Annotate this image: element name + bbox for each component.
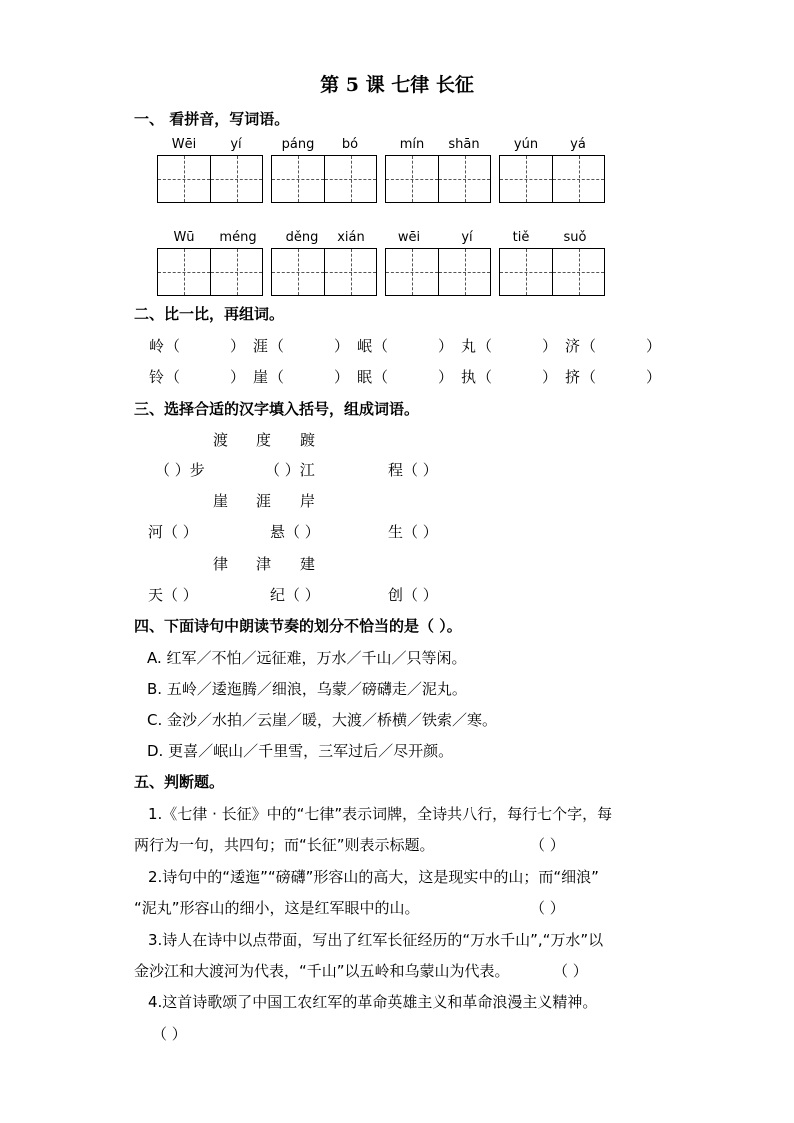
- pinyin: suǒ: [563, 230, 587, 245]
- blank-close: ）: [230, 337, 246, 355]
- option-a[interactable]: A. 红军／不怕／远征难，万水／千山／只等闲。: [147, 649, 467, 667]
- blank-close: ）: [334, 368, 350, 386]
- blank-open: （: [373, 337, 389, 355]
- fill-blank[interactable]: 程（ ）: [388, 461, 438, 479]
- blank-open: （: [269, 337, 285, 355]
- option-d[interactable]: D. 更喜／岷山／千里雪，三军过后／尽开颜。: [147, 742, 454, 760]
- fill-blank[interactable]: 创（ ）: [388, 586, 438, 604]
- writing-grid[interactable]: [157, 248, 263, 296]
- choice-char: 建: [300, 555, 316, 573]
- compare-char: 执: [461, 368, 477, 386]
- section-5-heading: 五、判断题。: [134, 773, 225, 791]
- compare-char: 崖: [253, 368, 269, 386]
- question-3: 3.诗人在诗中以点带面，写出了红军长征经历的“万水千山”,“万水”以: [148, 931, 604, 949]
- pinyin: shān: [448, 137, 480, 152]
- section-2-heading: 二、比一比，再组词。: [134, 305, 285, 323]
- fill-blank[interactable]: 生（ ）: [388, 523, 438, 541]
- writing-grid[interactable]: [157, 155, 263, 203]
- writing-grid[interactable]: [385, 155, 491, 203]
- question-3-cont: 金沙江和大渡河为代表，“千山”以五岭和乌蒙山为代表。: [134, 962, 510, 980]
- pinyin: xián: [337, 230, 365, 245]
- pinyin: děng: [285, 230, 319, 245]
- writing-grid[interactable]: [271, 248, 377, 296]
- answer-blank[interactable]: （ ）: [530, 899, 565, 917]
- writing-grid[interactable]: [385, 248, 491, 296]
- fill-blank[interactable]: （ ）步: [155, 461, 205, 479]
- section-3-heading: 三、选择合适的汉字填入括号，组成词语。: [134, 400, 420, 418]
- choice-char: 津: [256, 555, 272, 573]
- compare-char: 铃: [149, 368, 165, 386]
- writing-grid[interactable]: [499, 248, 605, 296]
- page-title: 第 5 课 七律 长征: [320, 74, 474, 96]
- compare-char: 岭: [149, 337, 165, 355]
- blank-open: （: [373, 368, 389, 386]
- blank-open: （: [581, 337, 597, 355]
- pinyin: wēi: [397, 230, 421, 245]
- compare-char: 丸: [461, 337, 477, 355]
- choice-char: 崖: [213, 492, 229, 510]
- pinyin: yún: [513, 137, 539, 152]
- fill-blank[interactable]: 悬（ ）: [270, 523, 320, 541]
- blank-close: ）: [542, 337, 558, 355]
- blank-open: （: [269, 368, 285, 386]
- option-b[interactable]: B. 五岭／逶迤腾／细浪，乌蒙／磅礴走／泥丸。: [147, 680, 467, 698]
- choice-char: 律: [213, 555, 229, 573]
- answer-blank[interactable]: （ ）: [553, 962, 588, 980]
- blank-open: （: [165, 337, 181, 355]
- question-1: 1.《七律 · 长征》中的“七律”表示词牌，全诗共八行，每行七个字，每: [148, 805, 613, 823]
- compare-char: 眠: [357, 368, 373, 386]
- pinyin: mín: [399, 137, 425, 152]
- blank-open: （: [581, 368, 597, 386]
- fill-blank[interactable]: 河（ ）: [148, 523, 198, 541]
- blank-close: ）: [334, 337, 350, 355]
- writing-grid[interactable]: [499, 155, 605, 203]
- option-c[interactable]: C. 金沙／水拍／云崖／暖，大渡／桥横／铁索／寒。: [147, 711, 498, 729]
- question-1-cont: 两行为一句，共四句；而“长征”则表示标题。: [134, 836, 435, 854]
- pinyin: yí: [230, 137, 242, 152]
- writing-grid[interactable]: [271, 155, 377, 203]
- blank-close: ）: [646, 368, 662, 386]
- blank-open: （: [477, 337, 493, 355]
- pinyin: Wū: [173, 230, 195, 245]
- blank-close: ）: [646, 337, 662, 355]
- compare-char: 挤: [565, 368, 581, 386]
- blank-open: （: [165, 368, 181, 386]
- pinyin: méng: [219, 230, 257, 245]
- fill-blank[interactable]: 天（ ）: [148, 586, 198, 604]
- pinyin: tiě: [512, 230, 530, 245]
- choice-char: 渡: [213, 431, 229, 449]
- blank-close: ）: [230, 368, 246, 386]
- pinyin: bó: [341, 137, 359, 152]
- question-2-cont: “泥丸”形容山的细小，这是红军眼中的山。: [134, 899, 420, 917]
- choice-char: 踱: [300, 431, 316, 449]
- answer-blank[interactable]: （ ）: [530, 836, 565, 854]
- question-2: 2.诗句中的“逶迤”“磅礴”形容山的高大，这是现实中的山；而“细浪”: [148, 868, 599, 886]
- blank-open: （: [477, 368, 493, 386]
- section-4-heading: 四、下面诗句中朗读节奏的划分不恰当的是（ ）。: [134, 617, 462, 635]
- compare-char: 岷: [357, 337, 373, 355]
- pinyin: Wēi: [171, 137, 197, 152]
- compare-char: 涯: [253, 337, 269, 355]
- pinyin: yá: [570, 137, 586, 152]
- blank-close: ）: [438, 337, 454, 355]
- compare-char: 济: [565, 337, 581, 355]
- fill-blank[interactable]: （ ）江: [265, 461, 315, 479]
- pinyin: yí: [461, 230, 473, 245]
- choice-char: 涯: [256, 492, 272, 510]
- fill-blank[interactable]: 纪（ ）: [270, 586, 320, 604]
- question-4: 4.这首诗歌颂了中国工农红军的革命英雄主义和革命浪漫主义精神。: [148, 993, 598, 1011]
- blank-close: ）: [542, 368, 558, 386]
- answer-blank[interactable]: （ ）: [152, 1025, 187, 1043]
- blank-close: ）: [438, 368, 454, 386]
- choice-char: 度: [256, 431, 272, 449]
- choice-char: 岸: [300, 492, 316, 510]
- section-1-heading: 一、 看拼音，写词语。: [134, 110, 290, 128]
- pinyin: páng: [281, 137, 315, 152]
